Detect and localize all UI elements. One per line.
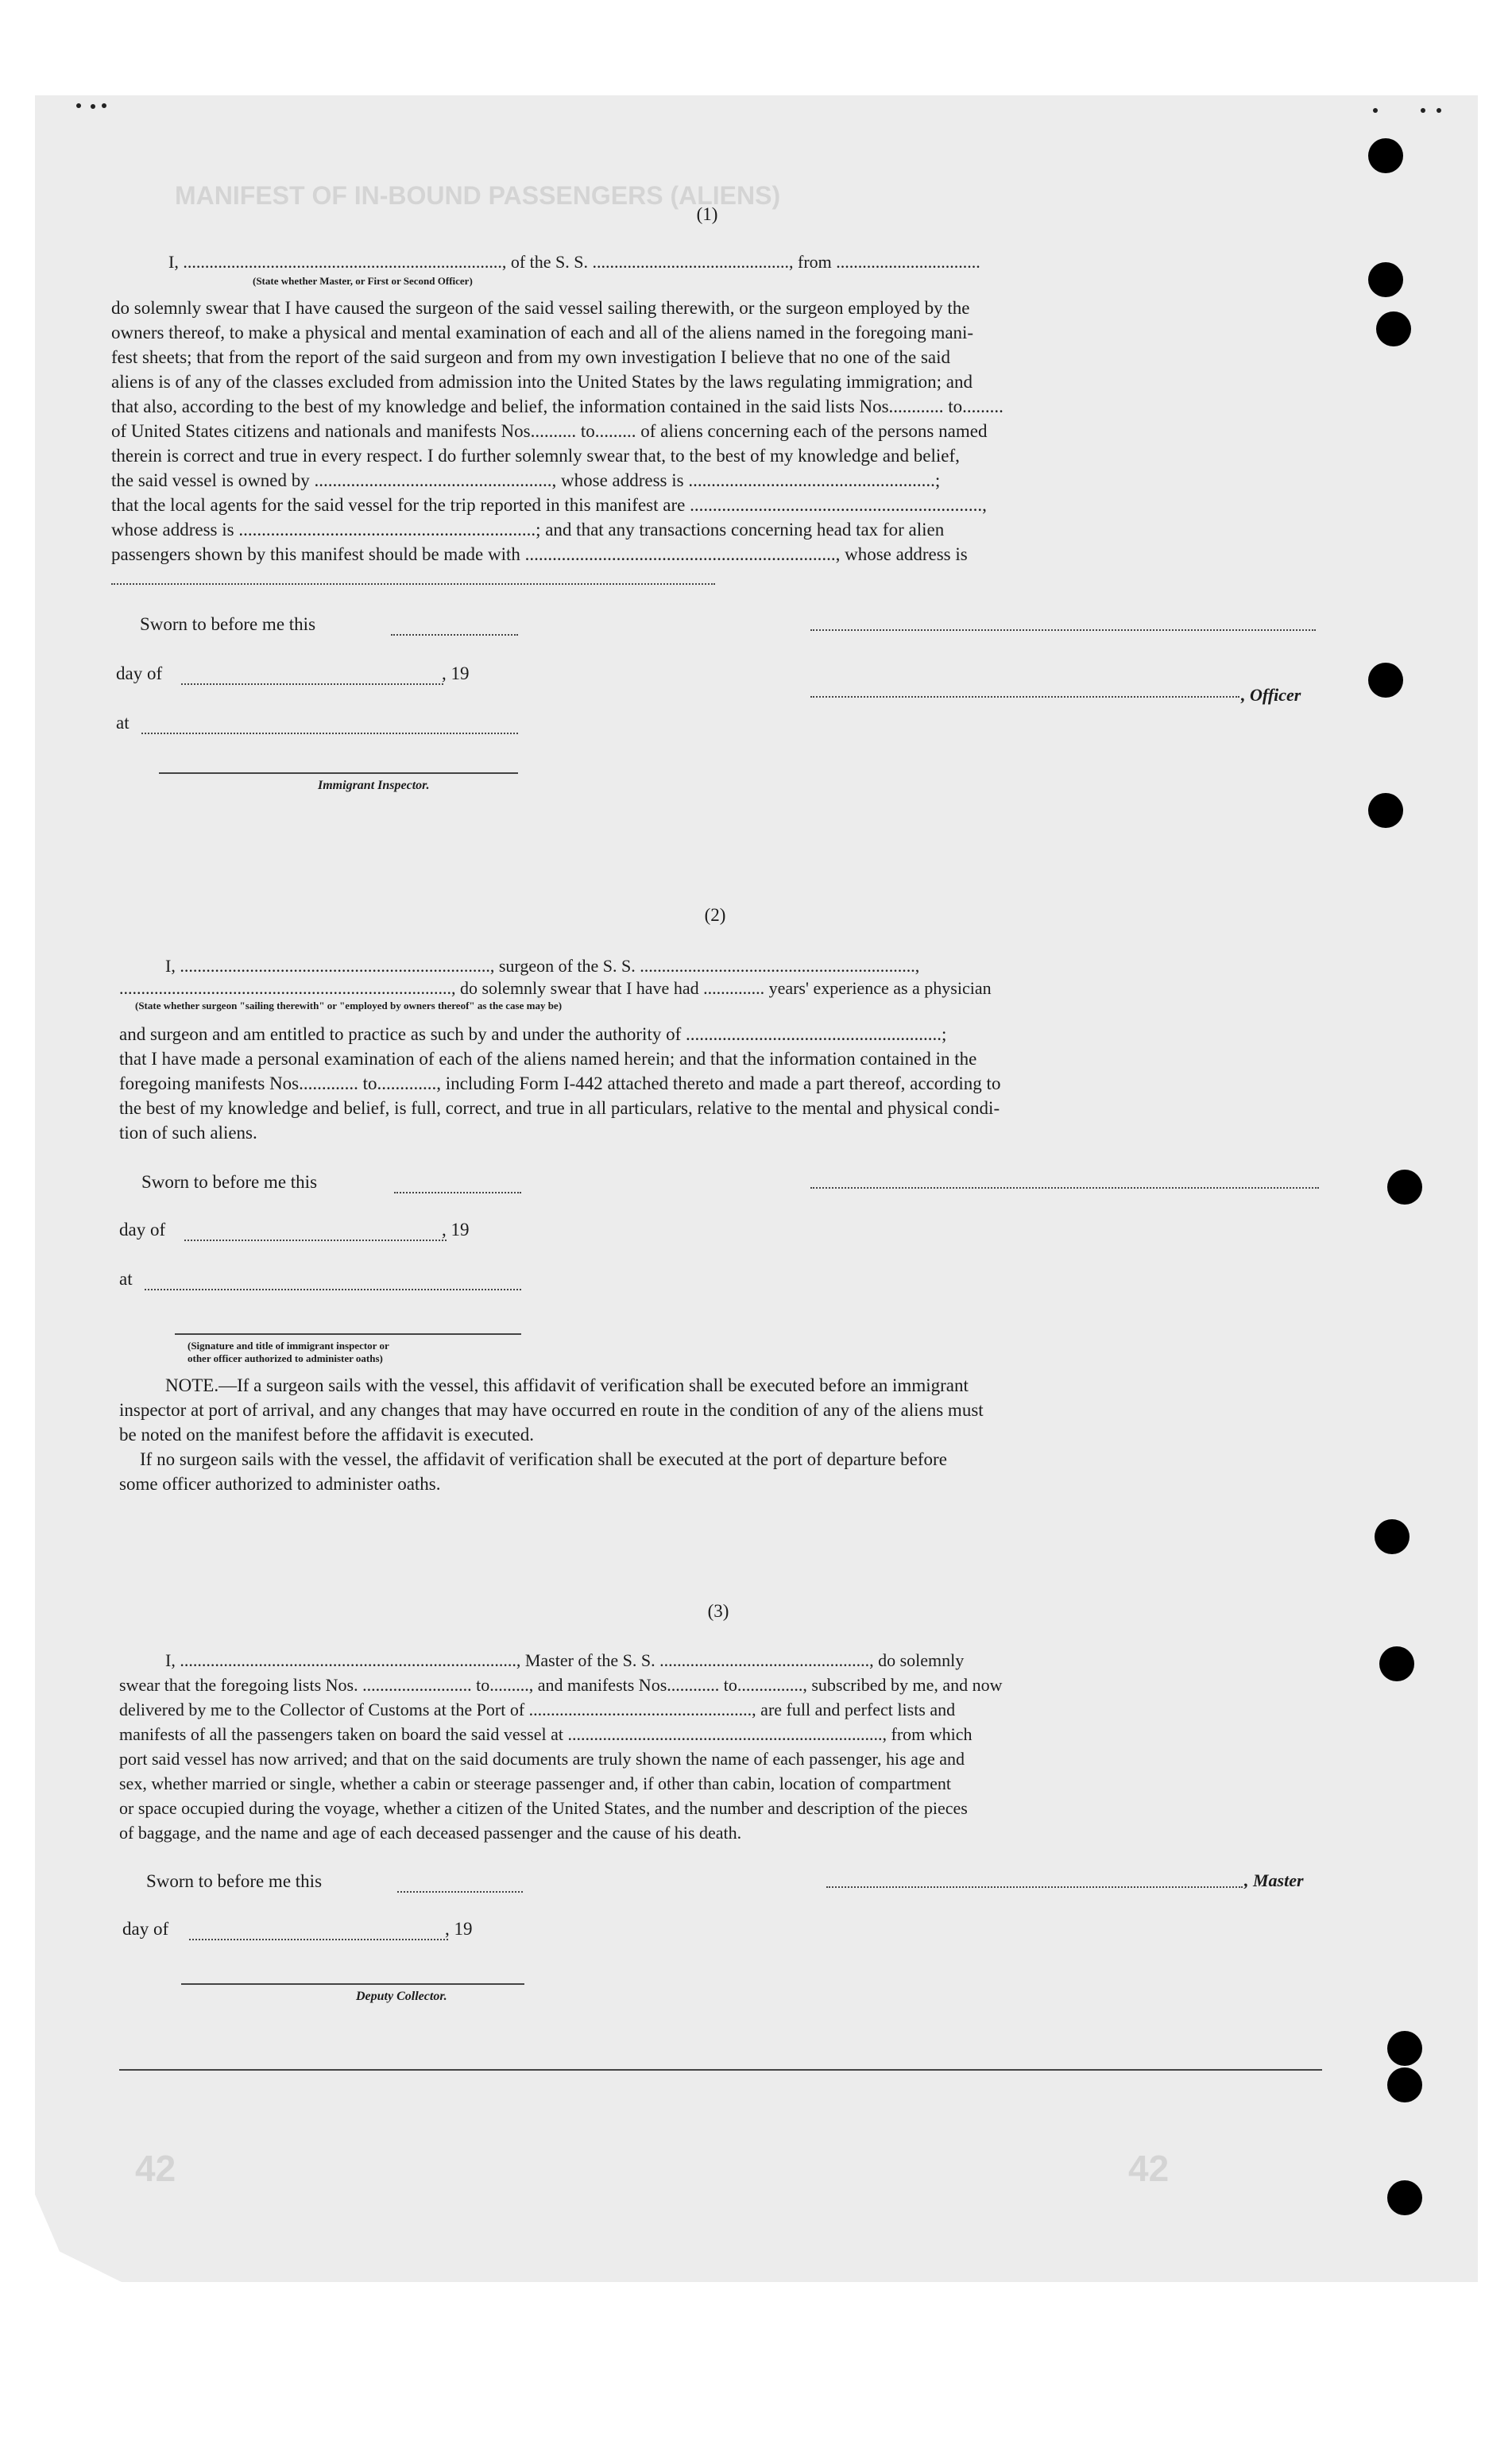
body-line: that the local agents for the said vessel for the trip reported in this manifest are ................................................................, (111, 495, 987, 515)
section-1-heading: (1) (696, 204, 718, 224)
at-blank-line (145, 1289, 521, 1290)
immigrant-inspector-caption: Immigrant Inspector. (318, 779, 430, 792)
day-blank-line (189, 1939, 448, 1940)
body-line: therein is correct and true in every respect. I do further solemnly swear that, to the best of my knowledge and belief, (111, 446, 960, 466)
scan-mark (76, 103, 81, 108)
body-line: the best of my knowledge and belief, is full, correct, and true in all particulars, relative to the mental and physical condi- (119, 1098, 1000, 1118)
body-line: of United States citizens and nationals and manifests Nos.......... to......... of aliens concerning each of the persons named (111, 421, 988, 441)
scan-mark (1373, 108, 1378, 113)
note-line: If no surgeon sails with the vessel, the affidavit of verification shall be executed at the port of departure before (140, 1449, 947, 1469)
note-line: inspector at port of arrival, and any changes that may have occurred en route in the condition of any of the aliens must (119, 1400, 984, 1420)
punch-hole (1387, 2180, 1422, 2215)
punch-hole (1379, 1646, 1414, 1681)
body-line: foregoing manifests Nos............. to............., including Form I-442 attached thereto and made a part thereof, according to (119, 1073, 1001, 1093)
body-line: tion of such aliens. (119, 1123, 257, 1143)
note-line: be noted on the manifest before the affidavit is executed. (119, 1425, 534, 1445)
body-line: delivered by me to the Collector of Customs at the Port of ..................................................., are full and perfect lists and (119, 1700, 956, 1719)
body-line: the said vessel is owned by ...................................................., whose address is ......................................................; (111, 470, 941, 490)
officer-signature-line (810, 629, 1316, 631)
scan-mark (91, 104, 95, 109)
punch-hole (1368, 793, 1403, 828)
at-label: at (116, 713, 130, 733)
body-line: of baggage, and the name and age of each deceased passenger and the cause of his death. (119, 1823, 742, 1843)
section-2-second-line: ............................................................................, do solemnly swear that I have had .............. years' experience as a physician (119, 978, 992, 998)
body-line: that also, according to the best of my knowledge and belief, the information contained in the said lists Nos............ to......... (111, 396, 1003, 416)
body-line: aliens is of any of the classes excluded from admission into the United States by the laws regulating immigration; and (111, 372, 973, 392)
body-line: or space occupied during the voyage, whether a citizen of the United States, and the number and description of the pieces (119, 1798, 968, 1818)
sworn-blank-line (397, 1891, 523, 1893)
sworn-blank-line (391, 634, 518, 636)
body-line: manifests of all the passengers taken on board the said vessel at ........................................................................, from which (119, 1724, 973, 1744)
collector-signature-line (181, 1983, 524, 1985)
at-label: at (119, 1269, 133, 1289)
scan-mark (1421, 108, 1425, 113)
day-blank-line (184, 1240, 447, 1241)
note-line: NOTE.—If a surgeon sails with the vessel, this affidavit of verification shall be executed before an immigrant (165, 1375, 969, 1395)
punch-hole (1387, 2067, 1422, 2102)
sworn-label: Sworn to before me this (146, 1871, 323, 1891)
note-line: some officer authorized to administer oaths. (119, 1474, 441, 1494)
body-line: owners thereof, to make a physical and mental examination of each and all of the aliens named in the foregoing mani- (111, 323, 974, 342)
officer-signature-line (810, 696, 1239, 698)
section-3-heading: (3) (707, 1601, 729, 1621)
sworn-blank-line (394, 1192, 521, 1193)
inspector-signature-line (159, 772, 518, 774)
body-line: port said vessel has now arrived; and that on the said documents are truly shown the name of each passenger, his age and (119, 1749, 965, 1769)
officer-caption: , Officer (1241, 685, 1301, 705)
body-line: sex, whether married or single, whether a cabin or steerage passenger and, if other than cabin, location of compartment (119, 1773, 952, 1793)
day-of-label: day of (122, 1919, 169, 1939)
body-line: I, ............................................................................., Master of the S. S. ................................................, do solemnly (165, 1650, 965, 1670)
day-blank-line (181, 683, 443, 685)
body-line: fest sheets; that from the report of the said surgeon and from my own investigation I believe that no one of the said (111, 347, 951, 367)
inspector-signature-line (175, 1333, 521, 1335)
punch-hole (1368, 262, 1403, 297)
punch-hole (1387, 1170, 1422, 1205)
at-blank-line (141, 733, 518, 734)
year-label: , 19 (445, 1919, 473, 1939)
signature-caption-line-2: other officer authorized to administer oaths) (188, 1352, 383, 1364)
scan-mark (102, 103, 106, 108)
body-line: and surgeon and am entitled to practice as such by and under the authority of ........................................................; (119, 1024, 947, 1044)
bleed-through-page-number: 42 (135, 2148, 176, 2189)
deputy-collector-caption: Deputy Collector. (356, 1990, 447, 2003)
day-of-label: day of (119, 1220, 166, 1240)
section-2-intro-line: I, ......................................................................., surgeon of the S. S. ..............................................................., (165, 956, 920, 976)
section-1-sub-caption: (State whether Master, or First or Second Officer) (253, 275, 473, 287)
bleed-through-header: MANIFEST OF IN-BOUND PASSENGERS (ALIENS) (175, 181, 781, 210)
punch-hole (1368, 663, 1403, 698)
body-line: do solemnly swear that I have caused the surgeon of the said vessel sailing therewith, or the surgeon employed by the (111, 298, 970, 318)
address-blank-line (111, 583, 715, 585)
bottom-rule (119, 2069, 1322, 2071)
body-line: swear that the foregoing lists Nos. ......................... to........., and manifests Nos............ to..............., subscribed by me, and now (119, 1675, 1003, 1695)
punch-hole (1375, 1519, 1410, 1554)
signature-caption-line-1: (Signature and title of immigrant inspector or (188, 1340, 389, 1352)
sworn-label: Sworn to before me this (141, 1172, 318, 1192)
section-1-intro-line: I, ........................................................................., of the S. S. ............................................., from ................................. (168, 252, 980, 272)
body-line: whose address is .................................................................; and that any transactions concerning head tax for alien (111, 520, 945, 540)
bleed-through-page-number: 42 (1128, 2148, 1170, 2189)
scan-mark (1437, 108, 1441, 113)
section-2-sub-caption: (State whether surgeon "sailing therewith" or "employed by owners thereof" as the case may be) (135, 1000, 563, 1011)
year-label: , 19 (442, 1220, 470, 1240)
year-label: , 19 (442, 663, 470, 683)
day-of-label: day of (116, 663, 163, 683)
master-caption: , Master (1244, 1870, 1304, 1890)
body-line: that I have made a personal examination of each of the aliens named herein; and that the information contained in the (119, 1049, 977, 1069)
master-signature-line (826, 1886, 1243, 1888)
punch-hole (1368, 138, 1403, 173)
punch-hole (1387, 2031, 1422, 2066)
sworn-label: Sworn to before me this (140, 614, 316, 634)
officer-signature-line (810, 1187, 1319, 1189)
body-line: passengers shown by this manifest should be made with ...................................................................., whose address is (111, 544, 968, 564)
punch-hole (1376, 311, 1411, 346)
section-2-heading: (2) (704, 905, 726, 925)
